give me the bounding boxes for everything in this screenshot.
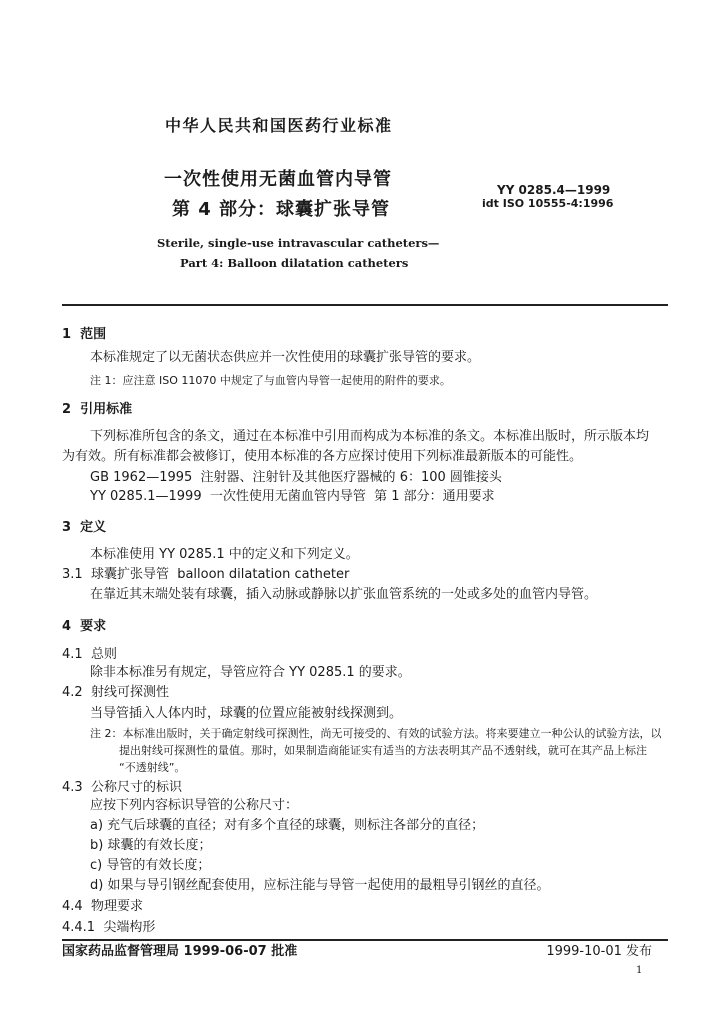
section-4-2-text: 当导管插入人体内时，球囊的位置应能被射线探测到。	[90, 706, 403, 721]
english-title-line-2: Part 4: Balloon dilatation catheters	[180, 256, 409, 270]
page-number: 1	[636, 965, 643, 976]
section-2-para-line-2: 为有效。所有标准都会被修订，使用本标准的各方应探讨使用下列标准最新版本的可能性。	[62, 449, 583, 464]
section-3-heading: 3 定义	[62, 520, 107, 535]
list-item-d: d) 如果与导引钢丝配套使用，应标注能与导管一起使用的最粗导引钢丝的直径。	[90, 878, 550, 893]
section-4-2-heading: 4.2 射线可探测性	[62, 685, 169, 700]
note-2-line-3: “不透射线”。	[119, 761, 186, 774]
note-2-line-2: 提出射线可探测性的量值。那时，如果制造商能证实有适当的方法表明其产品不透射线，就可在其产品上标注	[119, 744, 647, 757]
issue-date: 1999-10-01 发布	[546, 944, 652, 959]
term-3-1-definition: 在靠近其末端处装有球囊，插入动脉或静脉以扩张血管系统的一处或多处的血管内导管。	[90, 587, 598, 602]
section-4-heading: 4 要求	[62, 619, 107, 634]
list-item-a: a) 充气后球囊的直径；对有多个直径的球囊，则标注各部分的直径；	[90, 818, 485, 833]
english-title-line-1: Sterile, single-use intravascular catheters—	[157, 236, 440, 250]
section-4-4-1-heading: 4.4.1 尖端构形	[62, 920, 156, 935]
section-1-text: 本标准规定了以无菌状态供应并一次性使用的球囊扩张导管的要求。	[90, 350, 481, 365]
section-4-1-heading: 4.1 总则	[62, 647, 117, 662]
list-item-c: c) 导管的有效长度；	[90, 858, 211, 873]
section-2-heading: 2 引用标准	[62, 402, 133, 417]
note-1: 注 1：应注意 ISO 11070 中规定了与血管内导管一起使用的附件的要求。	[90, 374, 451, 387]
title-line-2: 第 4 部分：球囊扩张导管	[172, 199, 391, 220]
note-2-line-1: 注 2：本标准出版时，关于确定射线可探测性，尚无可接受的、有效的试验方法。将来要建立一种公认的试验方法，以	[90, 727, 662, 740]
section-4-1-text: 除非本标准另有规定，导管应符合 YY 0285.1 的要求。	[90, 665, 411, 680]
section-4-3-heading: 4.3 公称尺寸的标识	[62, 780, 182, 795]
section-4-3-text: 应按下列内容标识导管的公称尺寸：	[90, 798, 299, 813]
term-3-1: 3.1 球囊扩张导管 balloon dilatation catheter	[62, 567, 350, 582]
approval-line: 国家药品监督管理局 1999-06-07 批准	[62, 944, 298, 959]
section-1-heading: 1 范围	[62, 327, 107, 342]
reference-yy0285-1: YY 0285.1—1999 一次性使用无菌血管内导管 第 1 部分：通用要求	[90, 489, 495, 504]
section-2-para-line-1: 下列标准所包含的条文，通过在本标准中引用而构成为本标准的条文。本标准出版时，所示版本均	[90, 429, 650, 444]
section-4-4-heading: 4.4 物理要求	[62, 899, 143, 914]
list-item-b: b) 球囊的有效长度；	[90, 838, 212, 853]
section-3-text: 本标准使用 YY 0285.1 中的定义和下列定义。	[90, 547, 359, 562]
identical-standard: idt ISO 10555-4:1996	[482, 197, 614, 210]
issuing-body: 中华人民共和国医药行业标准	[165, 116, 393, 135]
footer-divider	[62, 939, 668, 941]
header-divider	[62, 304, 668, 306]
title-line-1: 一次性使用无菌血管内导管	[164, 169, 392, 190]
reference-gb1962: GB 1962—1995 注射器、注射针及其他医疗器械的 6：100 圆锥接头	[90, 470, 502, 485]
standard-number: YY 0285.4—1999	[497, 183, 611, 197]
